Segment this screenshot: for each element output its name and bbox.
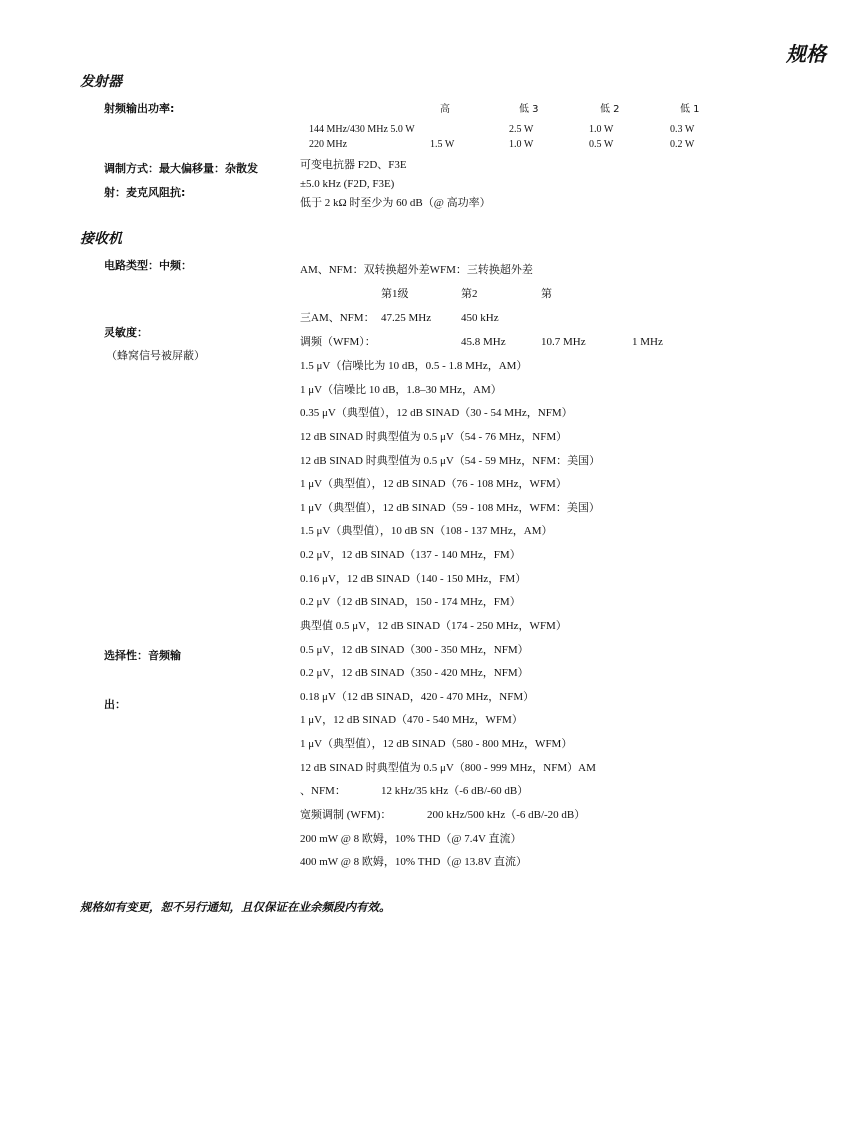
power-row2-low1: 0.2 W <box>670 139 695 150</box>
power-row2-low3: 1.0 W <box>509 139 534 150</box>
sensitivity-line: 1 μV（典型值），12 dB SINAD（59 - 108 MHz，WFM：美国） <box>300 502 600 514</box>
if-wfm-third: 1 MHz <box>632 336 663 348</box>
sensitivity-line: 1 μV（信噪比 10 dB，1.8–30 MHz，AM） <box>300 384 502 396</box>
if-wfm-first: 45.8 MHz <box>461 336 506 348</box>
footer-note: 规格如有变更，恕不另行通知，且仅保证在业余频段内有效。 <box>80 900 391 914</box>
sensitivity-line: 典型值 0.5 μV，12 dB SINAD（174 - 250 MHz，WFM） <box>300 620 567 632</box>
sensitivity-line: 0.5 μV，12 dB SINAD（300 - 350 MHz，NFM） <box>300 644 529 656</box>
audio-output-line: 200 mW @ 8 欧姆，10% THD（@ 7.4V 直流） <box>300 833 522 845</box>
power-row1-low3: 2.5 W <box>509 124 534 135</box>
if-header-second: 第2 <box>461 288 478 300</box>
mic-impedance-label: 射：麦克风阻抗: <box>104 186 186 199</box>
if-am-nfm-label: 三AM、NFM： <box>300 312 375 324</box>
selectivity-wfm-label: 宽频调制 (WFM)： <box>300 809 392 821</box>
if-wfm-label: 调频（WFM）： <box>300 336 376 348</box>
spurious-value: 低于 2 kΩ 时至少为 60 dB（@ 高功率） <box>300 197 491 209</box>
if-am-nfm-second: 450 kHz <box>461 312 499 324</box>
deviation-value: ±5.0 kHz (F2D, F3E) <box>300 178 395 190</box>
power-row2-label: 220 MHz <box>309 139 348 150</box>
power-header-low3: 低 3 <box>519 104 539 115</box>
sensitivity-line: 12 dB SINAD 时典型值为 0.5 μV（54 - 59 MHz，NFM：美国） <box>300 455 601 467</box>
if-header-first: 第1级 <box>381 288 409 300</box>
sensitivity-line: 0.18 μV（12 dB SINAD，420 - 470 MHz，NFM） <box>300 691 535 703</box>
sensitivity-line: 1.5 μV（信噪比为 10 dB，0.5 - 1.8 MHz，AM） <box>300 360 528 372</box>
audio-output-line: 400 mW @ 8 欧姆，10% THD（@ 13.8V 直流） <box>300 856 528 868</box>
transmitter-heading: 发射器 <box>80 74 122 90</box>
sensitivity-line: 0.2 μV，12 dB SINAD（350 - 420 MHz，NFM） <box>300 667 529 679</box>
if-wfm-second: 10.7 MHz <box>541 336 586 348</box>
power-row1-low1: 0.3 W <box>670 124 695 135</box>
receiver-heading: 接收机 <box>80 231 122 247</box>
selectivity-am-nfm-value: 12 kHz/35 kHz（-6 dB/-60 dB） <box>381 785 529 797</box>
rf-output-label: 射频输出功率: <box>104 102 175 115</box>
sensitivity-line: 0.35 μV（典型值），12 dB SINAD（30 - 54 MHz，NFM） <box>300 407 573 419</box>
if-header-third: 第 <box>541 288 552 300</box>
sensitivity-note: （蜂窝信号被屏蔽） <box>106 349 205 362</box>
sensitivity-line: 12 dB SINAD 时典型值为 0.5 μV（800 - 999 MHz，NFM）AM <box>300 762 596 774</box>
sensitivity-line: 1 μV，12 dB SINAD（470 - 540 MHz，WFM） <box>300 714 523 726</box>
selectivity-wfm-value: 200 kHz/500 kHz（-6 dB/-20 dB） <box>427 809 586 821</box>
sensitivity-line: 1.5 μV（典型值），10 dB SN（108 - 137 MHz，AM） <box>300 525 553 537</box>
page-title: 规格 <box>786 42 826 66</box>
sensitivity-line: 0.16 μV，12 dB SINAD（140 - 150 MHz，FM） <box>300 573 527 585</box>
power-row2-low2: 0.5 W <box>589 139 614 150</box>
sensitivity-line: 1 μV（典型值），12 dB SINAD（580 - 800 MHz，WFM） <box>300 738 573 750</box>
sensitivity-line: 0.2 μV（12 dB SINAD，150 - 174 MHz，FM） <box>300 596 521 608</box>
audio-output-label: 出： <box>104 698 126 711</box>
modulation-label: 调制方式：最大偏移量：杂散发 <box>104 162 258 175</box>
circuit-type-label: 电路类型：中频： <box>104 259 192 272</box>
sensitivity-line: 0.2 μV，12 dB SINAD（137 - 140 MHz，FM） <box>300 549 521 561</box>
power-row1-low2: 1.0 W <box>589 124 614 135</box>
sensitivity-line: 12 dB SINAD 时典型值为 0.5 μV（54 - 76 MHz，NFM） <box>300 431 568 443</box>
circuit-type-value: AM、NFM：双转换超外差WFM：三转换超外差 <box>300 264 533 276</box>
modulation-value: 可变电抗器 F2D、F3E <box>300 159 407 171</box>
selectivity-am-nfm-label: 、NFM： <box>300 785 346 797</box>
power-header-low2: 低 2 <box>600 104 620 115</box>
power-row1-label: 144 MHz/430 MHz 5.0 W <box>309 124 415 135</box>
selectivity-label: 选择性：音频输 <box>104 649 181 662</box>
if-am-nfm-first: 47.25 MHz <box>381 312 432 324</box>
power-header-high: 高 <box>440 104 450 115</box>
sensitivity-label: 灵敏度： <box>104 326 148 339</box>
sensitivity-line: 1 μV（典型值），12 dB SINAD（76 - 108 MHz，WFM） <box>300 478 567 490</box>
power-row2-high: 1.5 W <box>430 139 455 150</box>
power-header-low1: 低 1 <box>680 104 700 115</box>
